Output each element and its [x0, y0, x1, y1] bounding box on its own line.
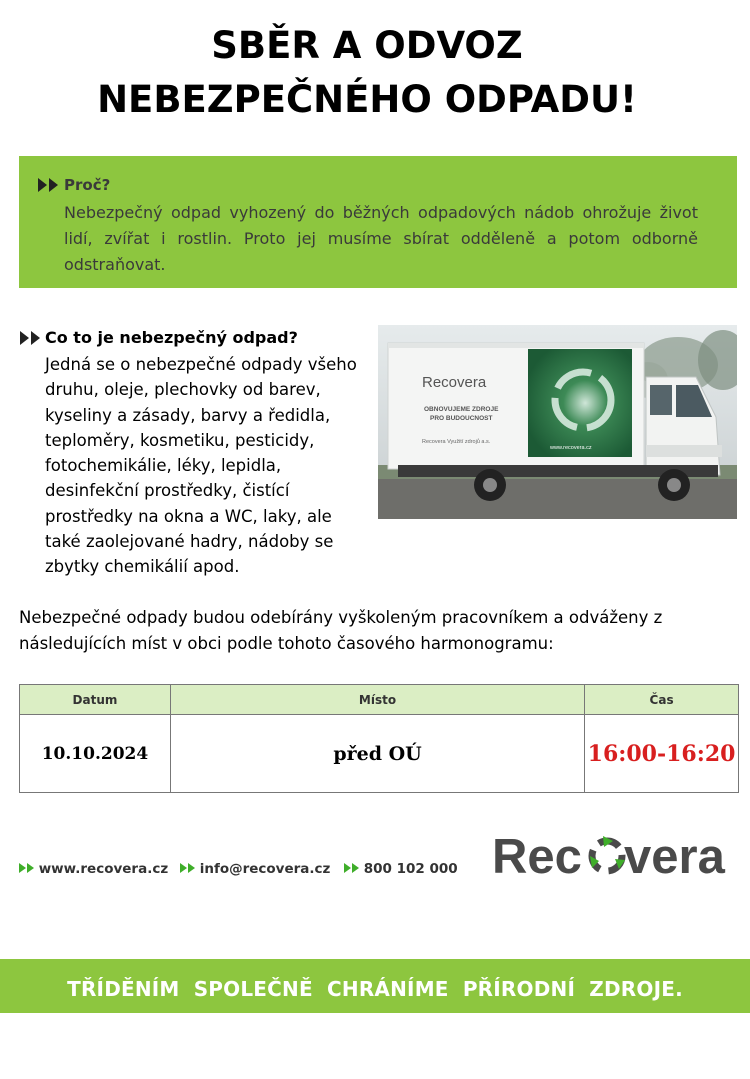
- green-arrow-icon: [352, 863, 359, 873]
- recycle-icon: [590, 836, 625, 871]
- column-header-time: Čas: [585, 685, 739, 715]
- green-arrow-icon: [27, 863, 34, 873]
- page-title-line-2: NEBEZPEČNÉHO ODPADU!: [97, 78, 637, 121]
- contact-phone[interactable]: [344, 861, 458, 877]
- contact-web[interactable]: [19, 861, 168, 877]
- what-heading: Co to je nebezpečný odpad?: [45, 328, 298, 347]
- why-box: [19, 156, 737, 288]
- truck-brand-text: Recovera: [422, 374, 487, 391]
- column-header-date: Datum: [20, 685, 171, 715]
- contact-web-label: www.recovera.cz: [38, 861, 169, 877]
- intro-text: Nebezpečné odpady budou odebírány vyškoleným pracovníkem a odváženy z následujících míst v obci podle tohoto časového harmonogramu:: [19, 608, 663, 653]
- green-arrow-icon: [344, 863, 351, 873]
- logo-text-end: vera: [624, 830, 725, 884]
- truck-slogan-line-1: OBNOVUJEME ZDROJE: [424, 406, 499, 413]
- schedule-date: 10.10.2024: [20, 715, 171, 793]
- truck-photo: [378, 325, 737, 519]
- recovera-logo: [490, 828, 740, 888]
- truck-company-text: Recovera Využití zdrojů a.s.: [422, 439, 491, 445]
- double-arrow-icon: [20, 330, 40, 349]
- table-row: [20, 715, 739, 793]
- schedule-place: před OÚ: [170, 715, 584, 793]
- footer-banner: TŘÍDĚNÍM SPOLEČNĚ CHRÁNÍME PŘÍRODNÍ ZDROJE. DĚKUJEME.: [0, 959, 750, 1013]
- truck-url-text: www.recovera.cz: [550, 445, 592, 451]
- contact-email-label: info@recovera.cz: [199, 861, 331, 877]
- why-text: Nebezpečný odpad vyhozený do běžných odpadových nádob ohrožuje život lidí, zvířat i rostlin. Proto jej musíme sbírat odděleně a potom odborně odstraňovat.: [64, 203, 698, 274]
- what-text: Jedná se o nebezpečné odpady všeho druhu, oleje, plechovky od barev, kyseliny a zásady, barvy a ředidla, teploměry, kosmetiku, pesticidy, fotochemikálie, léky, lepidla, desinfekční prostředky, čistící prostředky na okna a WC, laky, ale také zaolejované hadry, nádoby se zbytky chemikálií apod.: [45, 355, 357, 577]
- double-arrow-icon: [38, 177, 58, 196]
- page-title-line-1: SBĚR A ODVOZ: [211, 24, 523, 67]
- schedule-time: 16:00-16:20: [585, 715, 739, 793]
- green-arrow-icon: [180, 863, 187, 873]
- contact-email[interactable]: [180, 861, 330, 877]
- truck-illustration: [378, 325, 737, 519]
- schedule-table: [19, 684, 739, 793]
- green-arrow-icon: [19, 863, 26, 873]
- logo-text-start: Rec: [492, 830, 582, 884]
- truck-slogan-line-2: PRO BUDOUCNOST: [430, 415, 493, 422]
- why-heading: Proč?: [64, 176, 111, 194]
- green-arrow-icon: [188, 863, 195, 873]
- column-header-place: Místo: [170, 685, 584, 715]
- contact-phone-label: 800 102 000: [363, 861, 458, 877]
